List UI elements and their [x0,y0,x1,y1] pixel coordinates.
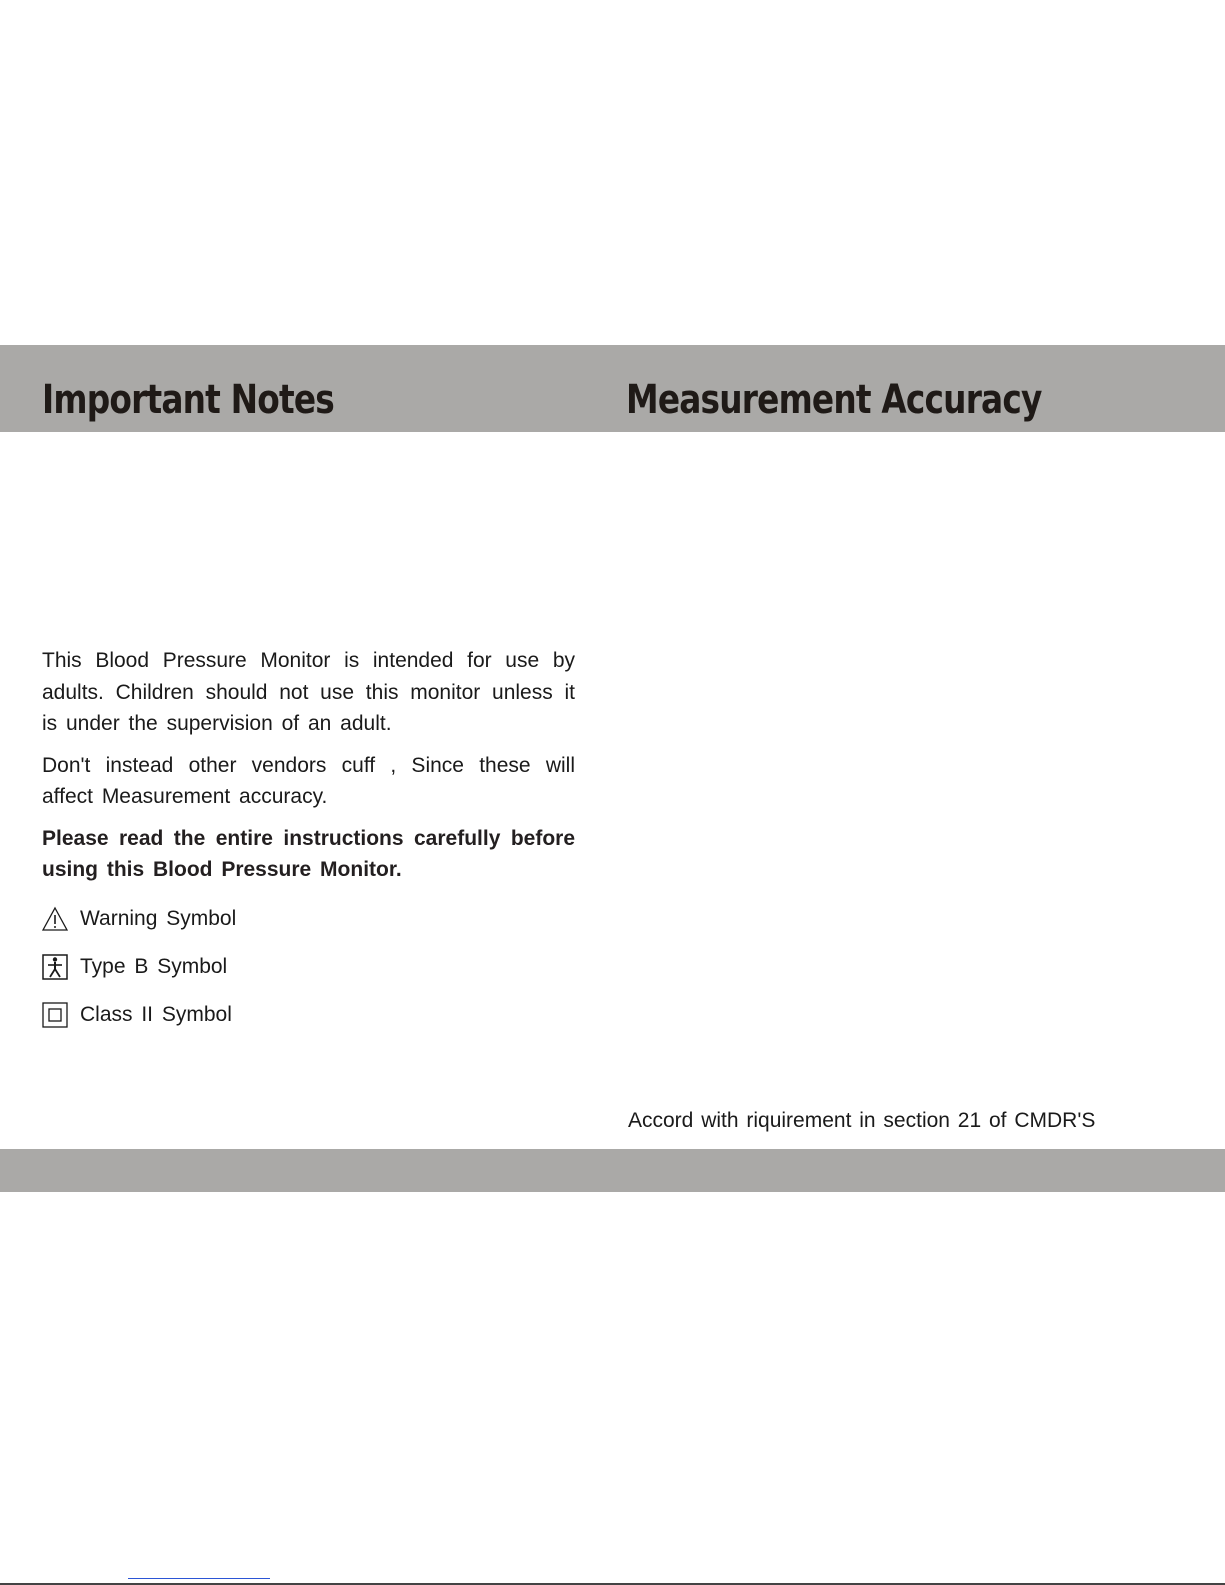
class-ii-double-square-icon [42,1002,68,1028]
cmdr-compliance-text: Accord with riquirement in section 21 of CMDR'S [628,1109,1096,1132]
warning-triangle-icon [42,906,68,932]
symbol-row-warning [42,904,575,934]
bottom-link-underline [128,1578,270,1579]
class-ii-symbol-label: Class II Symbol [80,1002,232,1026]
important-notes-title: Important Notes [42,377,334,423]
read-instructions-paragraph: Please read the entire instructions carefully before using this Blood Pressure Monitor. [42,826,575,881]
warning-symbol-label: Warning Symbol [80,906,237,930]
adult-use-paragraph: This Blood Pressure Monitor is intended for use by adults. Children should not use this monitor unless it is under the supervision of an adult. [42,649,575,735]
symbol-row-class-ii [42,1000,575,1030]
symbol-row-type-b [42,952,575,982]
type-b-symbol-label: Type B Symbol [80,954,228,978]
important-notes-column [42,645,575,1048]
type-b-person-icon [42,954,68,980]
symbol-legend [42,904,575,1030]
measurement-accuracy-title: Measurement Accuracy [626,377,1042,423]
cuff-warning-paragraph: Don't instead other vendors cuff , Since these will affect Measurement accuracy. [42,753,575,808]
footer-band [0,1149,1225,1192]
